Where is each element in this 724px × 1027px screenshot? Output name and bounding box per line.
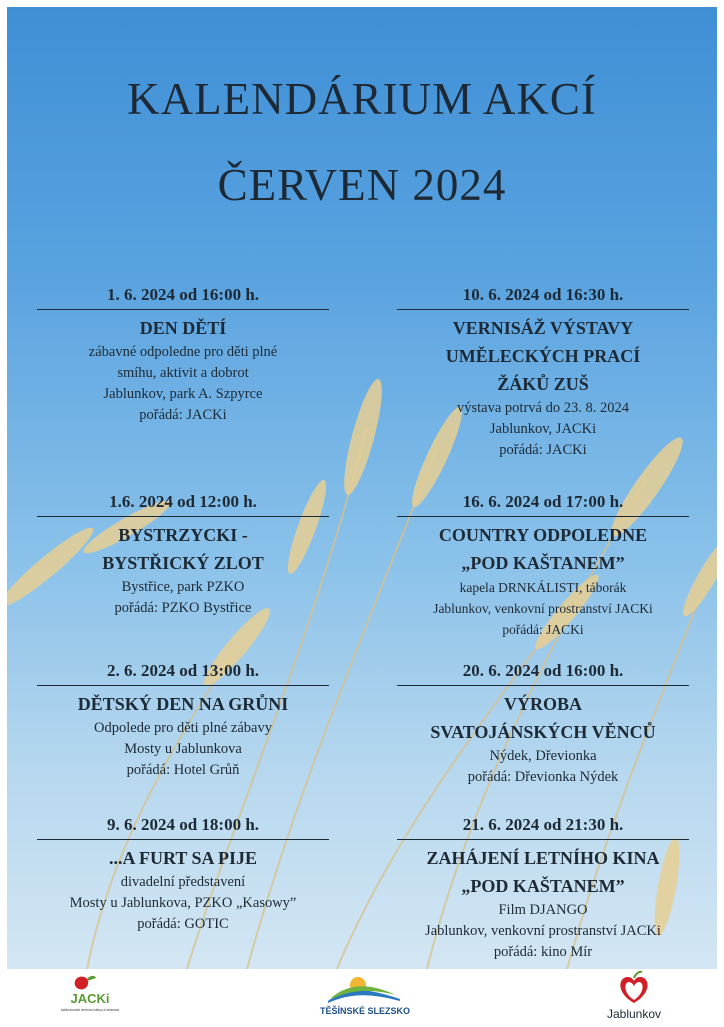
event-date: 2. 6. 2024 od 13:00 h.	[37, 660, 329, 686]
jablunkov-logo-text: Jablunkov	[606, 1007, 662, 1021]
event-6	[397, 491, 689, 640]
event-detail: Jablunkov, park A. Szpyrce	[103, 386, 263, 402]
event-detail: Nýdek, Dřevionka	[489, 748, 597, 764]
event-detail: výstava potrvá do 23. 8. 2024	[457, 400, 629, 416]
event-date: 20. 6. 2024 od 16:00 h.	[397, 660, 689, 686]
event-detail: Jablunkov, JACKi	[489, 421, 597, 437]
event-name: SVATOJÁNSKÝCH VĚNCŮ	[430, 722, 656, 742]
event-name: DEN DĚTÍ	[139, 318, 227, 338]
jacki-logo-subtext: Jablunkovské centrum kultury a informací	[60, 1008, 120, 1012]
tesinske-slezsko-logo-text: TĚŠÍNSKÉ SLEZSKO	[319, 1006, 411, 1016]
jacki-logo-text: JACKi	[70, 991, 110, 1006]
event-detail: Bystřice, park PZKO	[121, 579, 245, 595]
jacki-logo	[60, 973, 120, 1021]
event-organizer: pořádá: kino Mír	[493, 944, 593, 960]
event-organizer: pořádá: JACKi	[139, 407, 227, 423]
event-name: UMĚLECKÝCH PRACÍ	[445, 346, 641, 366]
event-name: VÝROBA	[503, 694, 582, 714]
event-detail: divadelní představení	[120, 874, 246, 890]
event-name: „POD KAŠTANEM”	[461, 553, 625, 573]
event-date: 21. 6. 2024 od 21:30 h.	[397, 814, 689, 840]
event-organizer: pořádá: PZKO Bystřice	[114, 600, 252, 616]
event-detail: Film DJANGO	[498, 902, 588, 918]
event-detail: Jablunkov, venkovní prostranství JACKi	[425, 923, 661, 939]
tesinske-slezsko-logo-icon	[310, 971, 420, 1021]
event-detail: Mosty u Jablunkova	[124, 741, 242, 757]
event-detail: kapela DRNKÁLISTI, táborák	[459, 580, 627, 595]
event-detail: Odpolede pro děti plné zábavy	[94, 720, 272, 736]
event-date: 1. 6. 2024 od 16:00 h.	[37, 284, 329, 310]
event-name: COUNTRY ODPOLEDNE	[438, 525, 648, 545]
event-name: BYSTRZYCKI -	[118, 525, 248, 545]
event-name: ŽÁKŮ ZUŠ	[497, 374, 589, 394]
event-detail: Mosty u Jablunkova, PZKO „Kasowy”	[69, 895, 297, 911]
event-date: 10. 6. 2024 od 16:30 h.	[397, 284, 689, 310]
event-date: 16. 6. 2024 od 17:00 h.	[397, 491, 689, 517]
footer-logos	[0, 969, 724, 1024]
page-title-line1: KALENDÁRIUM AKCÍ	[127, 74, 597, 124]
event-8	[397, 814, 689, 963]
jablunkov-logo	[596, 969, 672, 1023]
event-date: 9. 6. 2024 od 18:00 h.	[37, 814, 329, 840]
event-2	[37, 491, 329, 619]
event-name: „POD KAŠTANEM”	[461, 876, 625, 896]
event-name: ...A FURT SA PIJE	[108, 848, 258, 868]
tesinske-slezsko-logo	[310, 971, 420, 1021]
event-organizer: pořádá: Hotel Grůň	[126, 762, 240, 778]
event-4	[37, 814, 329, 935]
event-organizer: pořádá: JACKi	[499, 442, 587, 458]
event-name: ZAHÁJENÍ LETNÍHO KINA	[426, 848, 660, 868]
poster-background	[7, 7, 717, 969]
event-7	[397, 660, 689, 788]
apple-heart-icon	[596, 969, 672, 1023]
event-3	[37, 660, 329, 781]
page-title-line2: ČERVEN 2024	[217, 160, 507, 210]
event-name: BYSTŘICKÝ ZLOT	[102, 553, 264, 573]
event-detail: zábavné odpoledne pro děti plné	[88, 344, 278, 360]
event-detail: Jablunkov, venkovní prostranství JACKi	[433, 601, 653, 616]
event-organizer: pořádá: JACKi	[502, 622, 584, 637]
event-name: DĚTSKÝ DEN NA GRŮNI	[77, 694, 289, 714]
event-5	[397, 284, 689, 461]
jacki-logo-icon	[60, 973, 120, 1021]
event-name: VERNISÁŽ VÝSTAVY	[452, 318, 634, 338]
event-1	[37, 284, 329, 426]
event-organizer: pořádá: Dřevionka Nýdek	[467, 769, 619, 785]
event-date: 1.6. 2024 od 12:00 h.	[37, 491, 329, 517]
event-organizer: pořádá: GOTIC	[137, 916, 229, 932]
event-detail: smíhu, aktivit a dobrot	[117, 365, 249, 381]
